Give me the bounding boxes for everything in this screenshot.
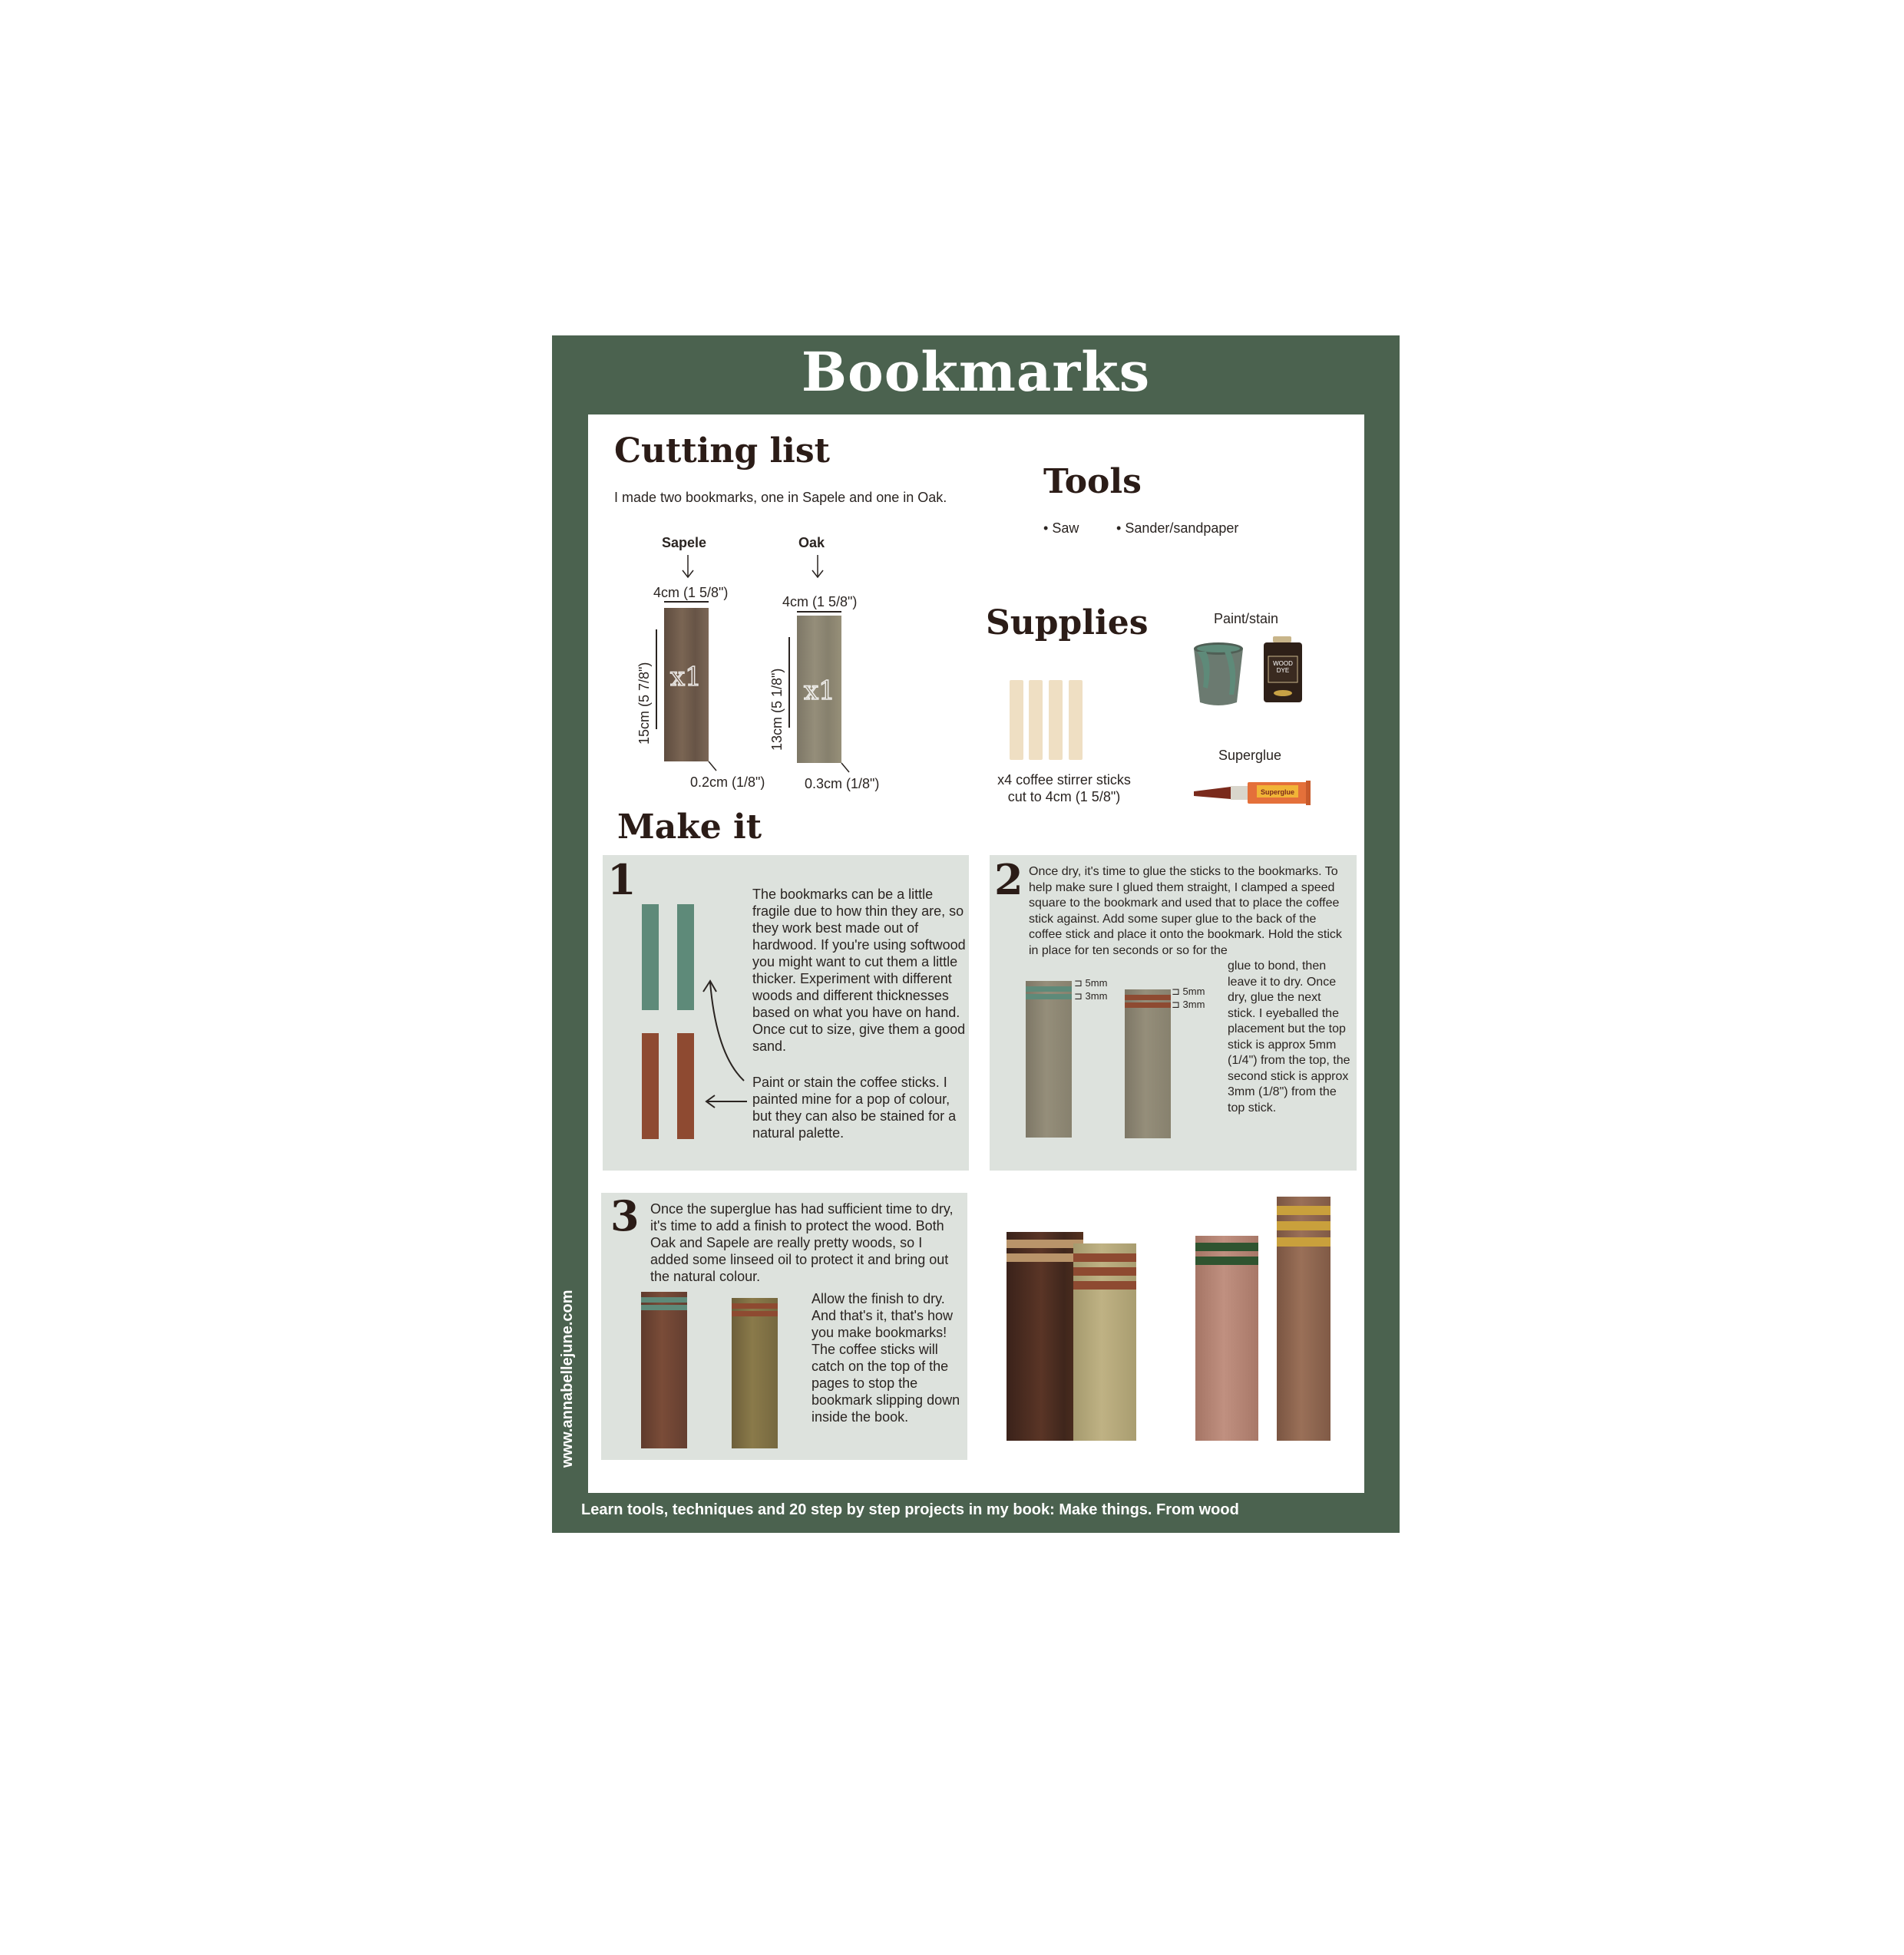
poster-frame <box>552 335 1400 1533</box>
finished-bookmark-stick <box>1073 1253 1136 1262</box>
step-3-text-b: Allow the finish to dry. And that's it, that's how you make bookmarks! The coffee sticks will catch on the top of the pages to stop the bookmark slipping down inside the book. <box>812 1291 960 1425</box>
step-2-card <box>990 855 1357 1171</box>
oak-qty: x1 <box>804 675 835 706</box>
sapele-width: 4cm (1 5/8") <box>653 585 729 600</box>
sapele-length: 15cm (5 7/8") <box>636 662 652 745</box>
dim-3mm-label: 3mm <box>1182 999 1205 1010</box>
superglue-label: Superglue <box>1218 748 1282 763</box>
coffee-stick <box>1010 680 1023 760</box>
finished-bookmark-stick <box>1277 1221 1330 1230</box>
dim-5mm: ⊐ 5mm <box>1172 986 1205 997</box>
oak-arrow-icon <box>810 555 825 580</box>
paint-label: Paint/stain <box>1214 611 1279 626</box>
step-1-text-a: The bookmarks can be a little fragile due to how thin they are, so they work best made out of hardwood. If you're using softwood you might want to cut them a little thicker. Experiment with different woods and different thicknesses based on what you have on hand. Once cut to size, give them a good sand. <box>752 887 966 1054</box>
page-title: Bookmarks <box>801 340 1151 404</box>
supplies-heading: Supplies <box>986 603 1149 642</box>
sticks-label: x4 coffee stirrer sticks <box>997 772 1131 788</box>
sapele-width-line <box>664 601 709 603</box>
finished-bookmark-stick <box>1277 1206 1330 1215</box>
footer-text: Learn tools, techniques and 20 step by step projects in my book: Make things. From wood <box>581 1501 1239 1518</box>
cutting-list-heading: Cutting list <box>614 431 830 471</box>
step-1-text-b: Paint or stain the coffee sticks. I painted mine for a pop of colour, but they can also be stained for a natural palette. <box>752 1075 957 1141</box>
coffee-stick <box>1029 680 1043 760</box>
sapele-arrow-icon <box>680 555 696 580</box>
coffee-stick <box>1069 680 1083 760</box>
teal-stick <box>642 904 659 1010</box>
sapele-thickness-pointer <box>709 761 719 772</box>
teal-stick-top <box>1026 986 1072 992</box>
teal-stick-second <box>1026 994 1072 999</box>
superglue-tube-text: Superglue <box>1260 788 1294 796</box>
rust-stick-top <box>732 1303 778 1309</box>
sapele-label: Sapele <box>662 535 707 550</box>
dim-5mm-label: 5mm <box>1085 977 1108 989</box>
sapele-length-line <box>656 629 657 729</box>
step-1-number: 1 <box>607 855 636 904</box>
make-it-heading: Make it <box>617 807 762 847</box>
step-2-text-b: glue to bond, then leave it to dry. Once dry, glue the next stick. I eyeballed the placement but the top stick is approx 5mm (1/4") from the top, the second stick is approx 3mm (1/8") from the top stick. <box>1228 959 1350 1115</box>
finished-bookmark-stick <box>1277 1237 1330 1247</box>
cutting-list-intro: I made two bookmarks, one in Sapele and one in Oak. <box>614 490 947 505</box>
rust-stick-second <box>732 1311 778 1316</box>
rust-stick <box>677 1033 694 1139</box>
teal-stick <box>677 904 694 1010</box>
side-url: www.annabellejune.com <box>559 1290 576 1468</box>
oak-bookmark <box>1125 989 1171 1138</box>
tool-item-label: Sander/sandpaper <box>1125 520 1239 536</box>
rust-stick-second <box>1125 1002 1171 1008</box>
dim-3mm: ⊐ 3mm <box>1074 990 1108 1002</box>
oak-thickness: 0.3cm (1/8") <box>805 776 880 791</box>
content-panel <box>588 414 1364 1493</box>
dim-5mm: ⊐ 5mm <box>1074 977 1108 989</box>
dim-5mm-label: 5mm <box>1182 986 1205 997</box>
tool-item: • Sander/sandpaper <box>1116 520 1239 536</box>
step-2-number: 2 <box>994 855 1023 904</box>
oak-length-line <box>788 637 790 728</box>
oak-width: 4cm (1 5/8") <box>782 594 858 609</box>
dim-3mm-label: 3mm <box>1085 990 1108 1002</box>
tool-item-label: Saw <box>1052 520 1079 536</box>
dim-3mm: ⊐ 3mm <box>1172 999 1205 1010</box>
finished-bookmark-stick <box>1073 1267 1136 1276</box>
oak-thickness-pointer <box>841 763 852 774</box>
oak-width-line <box>797 611 841 613</box>
sapele-bookmark-oiled <box>641 1292 687 1448</box>
rust-stick <box>642 1033 659 1139</box>
sticks-cut-label: cut to 4cm (1 5/8") <box>1007 789 1121 804</box>
tool-item: • Saw <box>1043 520 1079 536</box>
left-arrow-icon <box>704 1094 749 1109</box>
teal-stick-top <box>641 1297 687 1303</box>
finished-bookmark <box>1007 1232 1083 1441</box>
sapele-qty: x1 <box>670 662 702 692</box>
finished-bookmark <box>1277 1197 1330 1441</box>
oak-length: 13cm (5 1/8") <box>769 668 785 751</box>
oak-bookmark-oiled <box>732 1298 778 1448</box>
tools-heading: Tools <box>1043 462 1142 501</box>
finished-bookmark-stick <box>1195 1257 1258 1265</box>
curved-arrow-icon <box>701 978 747 1085</box>
finished-bookmark <box>1195 1236 1258 1441</box>
finished-bookmark-stick <box>1007 1240 1083 1248</box>
finished-bookmark-stick <box>1007 1253 1083 1262</box>
step-3-card <box>601 1193 967 1460</box>
step-1-card <box>603 855 969 1171</box>
teal-stick-second <box>641 1305 687 1310</box>
wood-dye-tin-text: WOOD DYE <box>1273 660 1293 674</box>
paint-pot-icon <box>1191 641 1246 707</box>
rust-stick-top <box>1125 995 1171 1000</box>
finished-bookmark-stick <box>1073 1281 1136 1290</box>
step-3-number: 3 <box>610 1191 640 1240</box>
step-3-text-a: Once the superglue has had sufficient time to dry, it's time to add a finish to protect the wood. Both Oak and Sapele are really pretty woods, so I added some linseed oil to protect it and bring out the natural colour. <box>650 1201 954 1284</box>
oak-label: Oak <box>798 535 825 550</box>
oak-bookmark <box>1026 981 1072 1138</box>
step-2-text-a: Once dry, it's time to glue the sticks to the bookmarks. To help make sure I glued them straight, I clamped a speed square to the bookmark and used that to place the coffee stick against. Add some super glue to the back of the coffee stick and place it onto the bookmark. Hold the stick in place for ten seconds or so for the <box>1029 865 1342 957</box>
sapele-thickness: 0.2cm (1/8") <box>690 774 765 790</box>
finished-bookmark-stick <box>1195 1243 1258 1251</box>
coffee-stick <box>1049 680 1063 760</box>
